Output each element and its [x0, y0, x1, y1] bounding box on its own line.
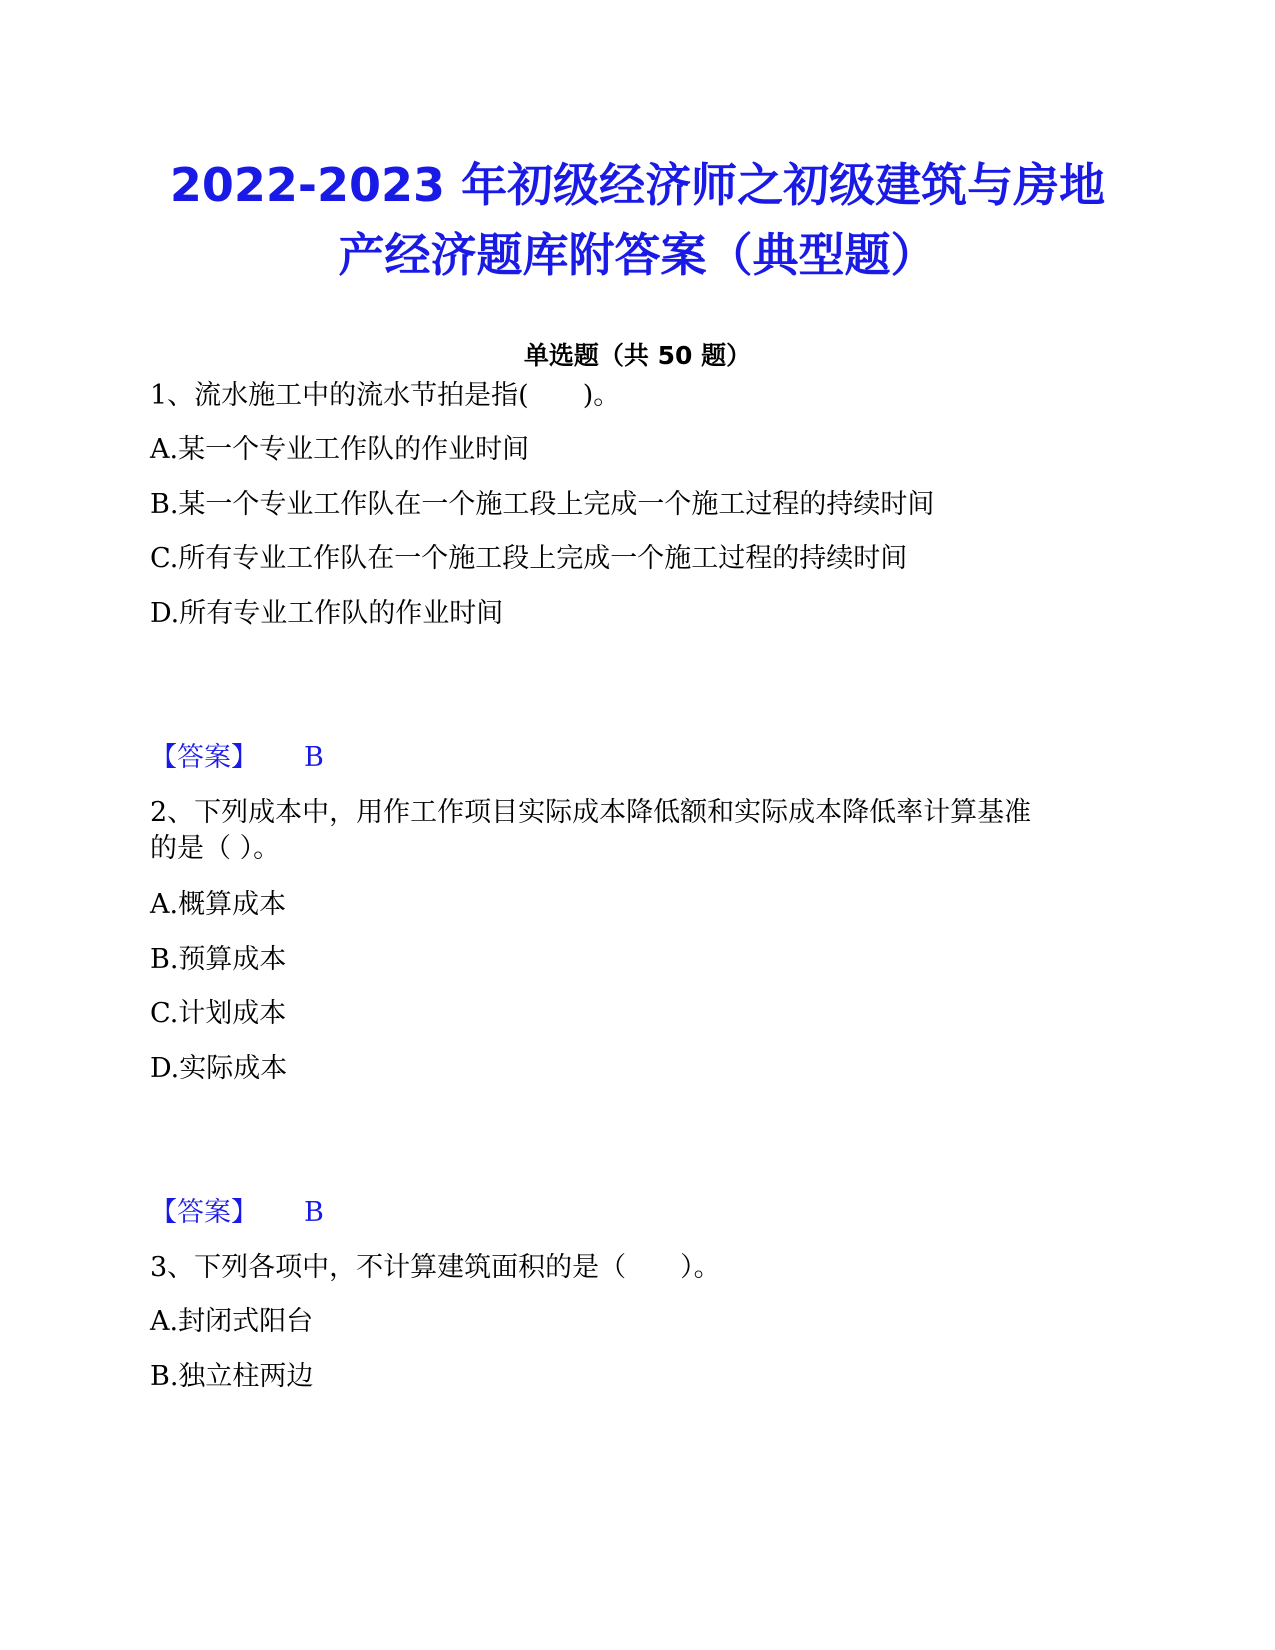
- question-3-option-a: A.封闭式阳台: [150, 1306, 314, 1337]
- question-1-option-b: B.某一个专业工作队在一个施工段上完成一个施工过程的持续时间: [150, 489, 935, 520]
- question-2-option-b: B.预算成本: [150, 944, 287, 975]
- question-1-option-d: D.所有专业工作队的作业时间: [150, 598, 504, 629]
- answer-label: 【答案】: [150, 1197, 258, 1228]
- document-title: [150, 150, 1125, 290]
- answer-value: B: [304, 742, 324, 773]
- question-3-option-b: B.独立柱两边: [150, 1361, 314, 1392]
- question-2-stem-line-1: 2、下列成本中，用作工作项目实际成本降低额和实际成本降低率计算基准: [150, 797, 1032, 828]
- question-3-stem: 3、下列各项中，不计算建筑面积的是（ ）。: [150, 1252, 721, 1283]
- question-2-option-c: C.计划成本: [150, 998, 287, 1029]
- question-2-answer: [150, 1195, 324, 1231]
- question-1-answer: [150, 740, 324, 776]
- title-line-2: 产经济题库附答案（典型题）: [338, 228, 937, 282]
- question-1-stem: 1、流水施工中的流水节拍是指( )。: [150, 380, 621, 411]
- question-2-stem-line-2: 的是（ ）。: [150, 833, 281, 864]
- section-heading: 单选题（共 50 题）: [523, 341, 752, 370]
- answer-value: B: [304, 1197, 324, 1228]
- answer-label: 【答案】: [150, 742, 258, 773]
- question-1-option-a: A.某一个专业工作队的作业时间: [150, 434, 530, 465]
- question-2-option-a: A.概算成本: [150, 889, 287, 920]
- title-line-1: 2022-2023 年初级经济师之初级建筑与房地: [169, 158, 1106, 212]
- question-2-option-d: D.实际成本: [150, 1053, 288, 1084]
- question-1-option-c: C.所有专业工作队在一个施工段上完成一个施工过程的持续时间: [150, 543, 908, 574]
